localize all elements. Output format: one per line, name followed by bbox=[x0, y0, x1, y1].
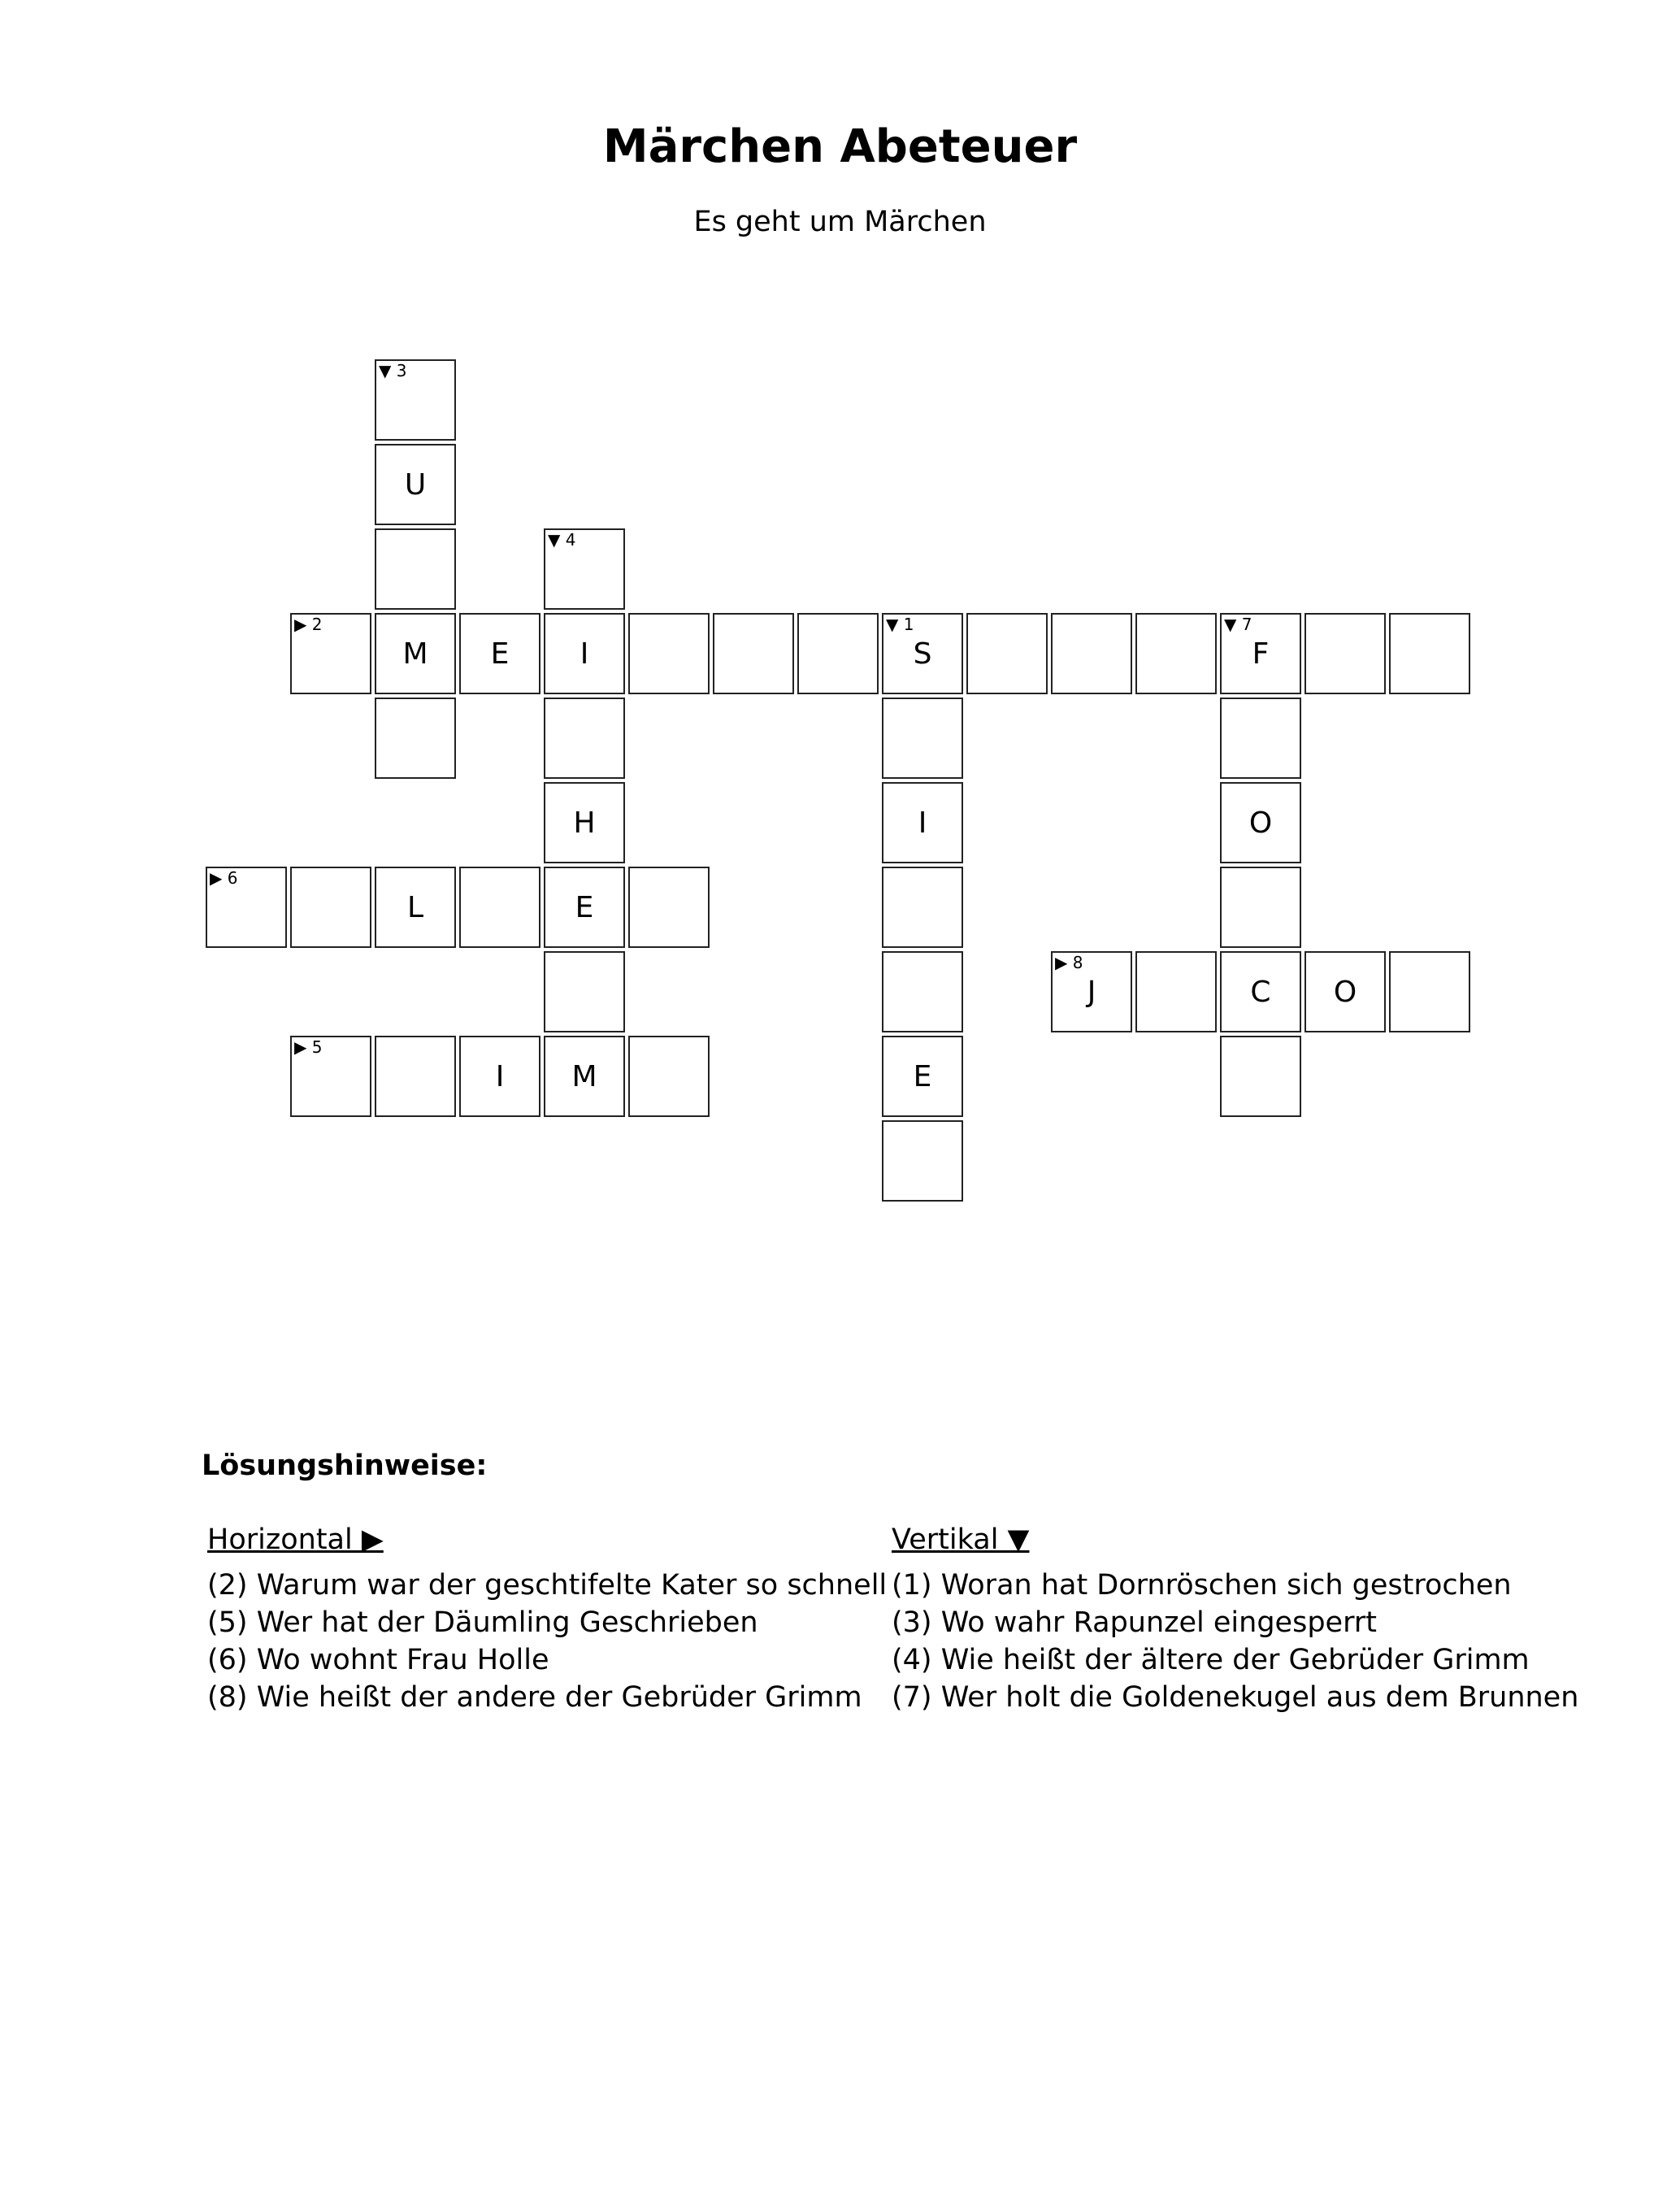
clue-number-across: ▶ 2 bbox=[294, 615, 323, 634]
crossword-cell[interactable] bbox=[1304, 613, 1386, 694]
crossword-cell[interactable] bbox=[375, 698, 456, 779]
clue-number-down: ▼ 4 bbox=[548, 530, 576, 550]
crossword-cell[interactable] bbox=[1220, 613, 1301, 694]
cell-letter bbox=[883, 953, 962, 1031]
cell-letter: C bbox=[1250, 975, 1271, 1009]
crossword-cell[interactable] bbox=[628, 867, 710, 948]
cell-letter bbox=[630, 868, 708, 946]
cell-letter bbox=[545, 530, 623, 608]
cell-letter: L bbox=[406, 890, 424, 924]
cell-letter: U bbox=[404, 467, 427, 502]
crossword-cell[interactable] bbox=[375, 359, 456, 441]
crossword-cell[interactable] bbox=[544, 782, 625, 863]
crossword-cell[interactable] bbox=[797, 613, 879, 694]
crossword-cell[interactable] bbox=[1135, 951, 1217, 1032]
cell-letter bbox=[292, 1037, 370, 1115]
crossword-cell[interactable] bbox=[882, 613, 963, 694]
crossword-cell[interactable] bbox=[966, 613, 1048, 694]
clue-across-5: (5) Wer hat der Däumling Geschrieben bbox=[207, 1606, 758, 1639]
cell-letter: H bbox=[573, 806, 596, 840]
vertical-clue-list bbox=[892, 1567, 1578, 1716]
cell-letter bbox=[630, 615, 708, 693]
crossword-cell[interactable] bbox=[882, 951, 963, 1032]
clue-number-down: ▼ 3 bbox=[379, 361, 407, 380]
hints-heading: Lösungshinweise: bbox=[202, 1450, 488, 1482]
crossword-cell[interactable] bbox=[628, 1036, 710, 1117]
crossword-cell[interactable] bbox=[1051, 951, 1132, 1032]
cell-letter bbox=[461, 868, 539, 946]
vertical-heading: Vertikal ▼ bbox=[892, 1523, 1030, 1556]
clue-across-2: (2) Warum war der geschtifelte Kater so schnell bbox=[207, 1569, 888, 1602]
cell-letter: S bbox=[913, 637, 932, 671]
crossword-cell[interactable] bbox=[459, 1036, 540, 1117]
cell-letter bbox=[1137, 615, 1215, 693]
clue-number-across: ▶ 6 bbox=[210, 868, 238, 888]
cell-letter bbox=[968, 615, 1046, 693]
crossword-cell[interactable] bbox=[544, 867, 625, 948]
cell-letter bbox=[292, 868, 370, 946]
cell-letter: F bbox=[1252, 637, 1270, 671]
cell-letter bbox=[883, 699, 962, 777]
crossword-cell[interactable] bbox=[882, 782, 963, 863]
clue-down-3: (3) Wo wahr Rapunzel eingesperrt bbox=[892, 1606, 1377, 1639]
page-title: Märchen Abeteuer bbox=[602, 120, 1078, 173]
horizontal-clues bbox=[207, 1521, 887, 1716]
cell-letter: O bbox=[1333, 975, 1357, 1009]
crossword-cell[interactable] bbox=[713, 613, 794, 694]
horizontal-heading: Horizontal ▶ bbox=[207, 1523, 384, 1556]
crossword-cell[interactable] bbox=[628, 613, 710, 694]
crossword-cell[interactable] bbox=[1220, 698, 1301, 779]
crossword-cell[interactable] bbox=[544, 698, 625, 779]
cell-letter bbox=[292, 615, 370, 693]
crossword-cell[interactable] bbox=[1304, 951, 1386, 1032]
crossword-cell[interactable] bbox=[459, 867, 540, 948]
clue-down-4: (4) Wie heißt der ältere der Gebrüder Grimm bbox=[892, 1644, 1530, 1676]
cell-letter bbox=[799, 615, 877, 693]
clue-across-6: (6) Wo wohnt Frau Holle bbox=[207, 1644, 549, 1676]
clue-number-down: ▼ 1 bbox=[886, 615, 914, 634]
cell-letter bbox=[376, 699, 454, 777]
crossword-cell[interactable] bbox=[882, 867, 963, 948]
cell-letter bbox=[630, 1037, 708, 1115]
crossword-cell[interactable] bbox=[1220, 951, 1301, 1032]
clue-across-8: (8) Wie heißt der andere der Gebrüder Grimm bbox=[207, 1681, 862, 1714]
crossword-cell[interactable] bbox=[375, 528, 456, 610]
crossword-cell[interactable] bbox=[1220, 867, 1301, 948]
crossword-cell[interactable] bbox=[544, 613, 625, 694]
cell-letter: M bbox=[402, 637, 428, 671]
crossword-cell[interactable] bbox=[290, 613, 371, 694]
cell-letter bbox=[1222, 868, 1300, 946]
crossword-cell[interactable] bbox=[290, 867, 371, 948]
cell-letter bbox=[1391, 953, 1469, 1031]
crossword-cell[interactable] bbox=[1389, 951, 1470, 1032]
cell-letter bbox=[376, 530, 454, 608]
crossword-cell[interactable] bbox=[1051, 613, 1132, 694]
crossword-cell[interactable] bbox=[882, 1120, 963, 1202]
crossword-cell[interactable] bbox=[1220, 782, 1301, 863]
crossword-cell[interactable] bbox=[1389, 613, 1470, 694]
crossword-cell[interactable] bbox=[375, 444, 456, 525]
crossword-cell[interactable] bbox=[375, 867, 456, 948]
crossword-cell[interactable] bbox=[459, 613, 540, 694]
clue-down-7: (7) Wer holt die Goldenekugel aus dem Brunnen bbox=[892, 1681, 1579, 1714]
cell-letter: E bbox=[913, 1059, 932, 1093]
crossword-cell[interactable] bbox=[544, 951, 625, 1032]
cell-letter bbox=[1306, 615, 1384, 693]
crossword-cell[interactable] bbox=[375, 1036, 456, 1117]
cell-letter: E bbox=[490, 637, 510, 671]
cell-letter bbox=[1053, 615, 1131, 693]
crossword-cell[interactable] bbox=[290, 1036, 371, 1117]
cell-letter: I bbox=[580, 637, 589, 671]
cell-letter bbox=[545, 953, 623, 1031]
crossword-cell[interactable] bbox=[882, 698, 963, 779]
cell-letter: E bbox=[575, 890, 594, 924]
page-subtitle: Es geht um Märchen bbox=[693, 206, 987, 238]
cell-letter bbox=[883, 1122, 962, 1200]
cell-letter bbox=[376, 1037, 454, 1115]
crossword-cell[interactable] bbox=[375, 613, 456, 694]
cell-letter bbox=[207, 868, 285, 946]
crossword-cell[interactable] bbox=[206, 867, 287, 948]
cell-letter bbox=[1137, 953, 1215, 1031]
cell-letter bbox=[545, 699, 623, 777]
cell-letter: M bbox=[571, 1059, 597, 1093]
crossword-cell[interactable] bbox=[544, 528, 625, 610]
cell-letter bbox=[376, 361, 454, 439]
cell-letter bbox=[1391, 615, 1469, 693]
cell-letter: I bbox=[918, 806, 927, 840]
clue-down-1: (1) Woran hat Dornröschen sich gestrochen bbox=[892, 1569, 1512, 1602]
crossword-cell[interactable] bbox=[544, 1036, 625, 1117]
cell-letter bbox=[1222, 1037, 1300, 1115]
cell-letter: J bbox=[1087, 975, 1096, 1009]
cell-letter bbox=[883, 868, 962, 946]
cell-letter bbox=[714, 615, 792, 693]
vertical-clues bbox=[892, 1521, 1578, 1716]
cell-letter bbox=[1222, 699, 1300, 777]
crossword-cell[interactable] bbox=[882, 1036, 963, 1117]
crossword-cell[interactable] bbox=[1135, 613, 1217, 694]
clue-number-across: ▶ 5 bbox=[294, 1037, 323, 1057]
cell-letter: I bbox=[495, 1059, 505, 1093]
horizontal-clue-list bbox=[207, 1567, 887, 1716]
crossword-cell[interactable] bbox=[1220, 1036, 1301, 1117]
clue-number-across: ▶ 8 bbox=[1055, 953, 1083, 972]
cell-letter: O bbox=[1248, 806, 1273, 840]
clue-number-down: ▼ 7 bbox=[1224, 615, 1252, 634]
